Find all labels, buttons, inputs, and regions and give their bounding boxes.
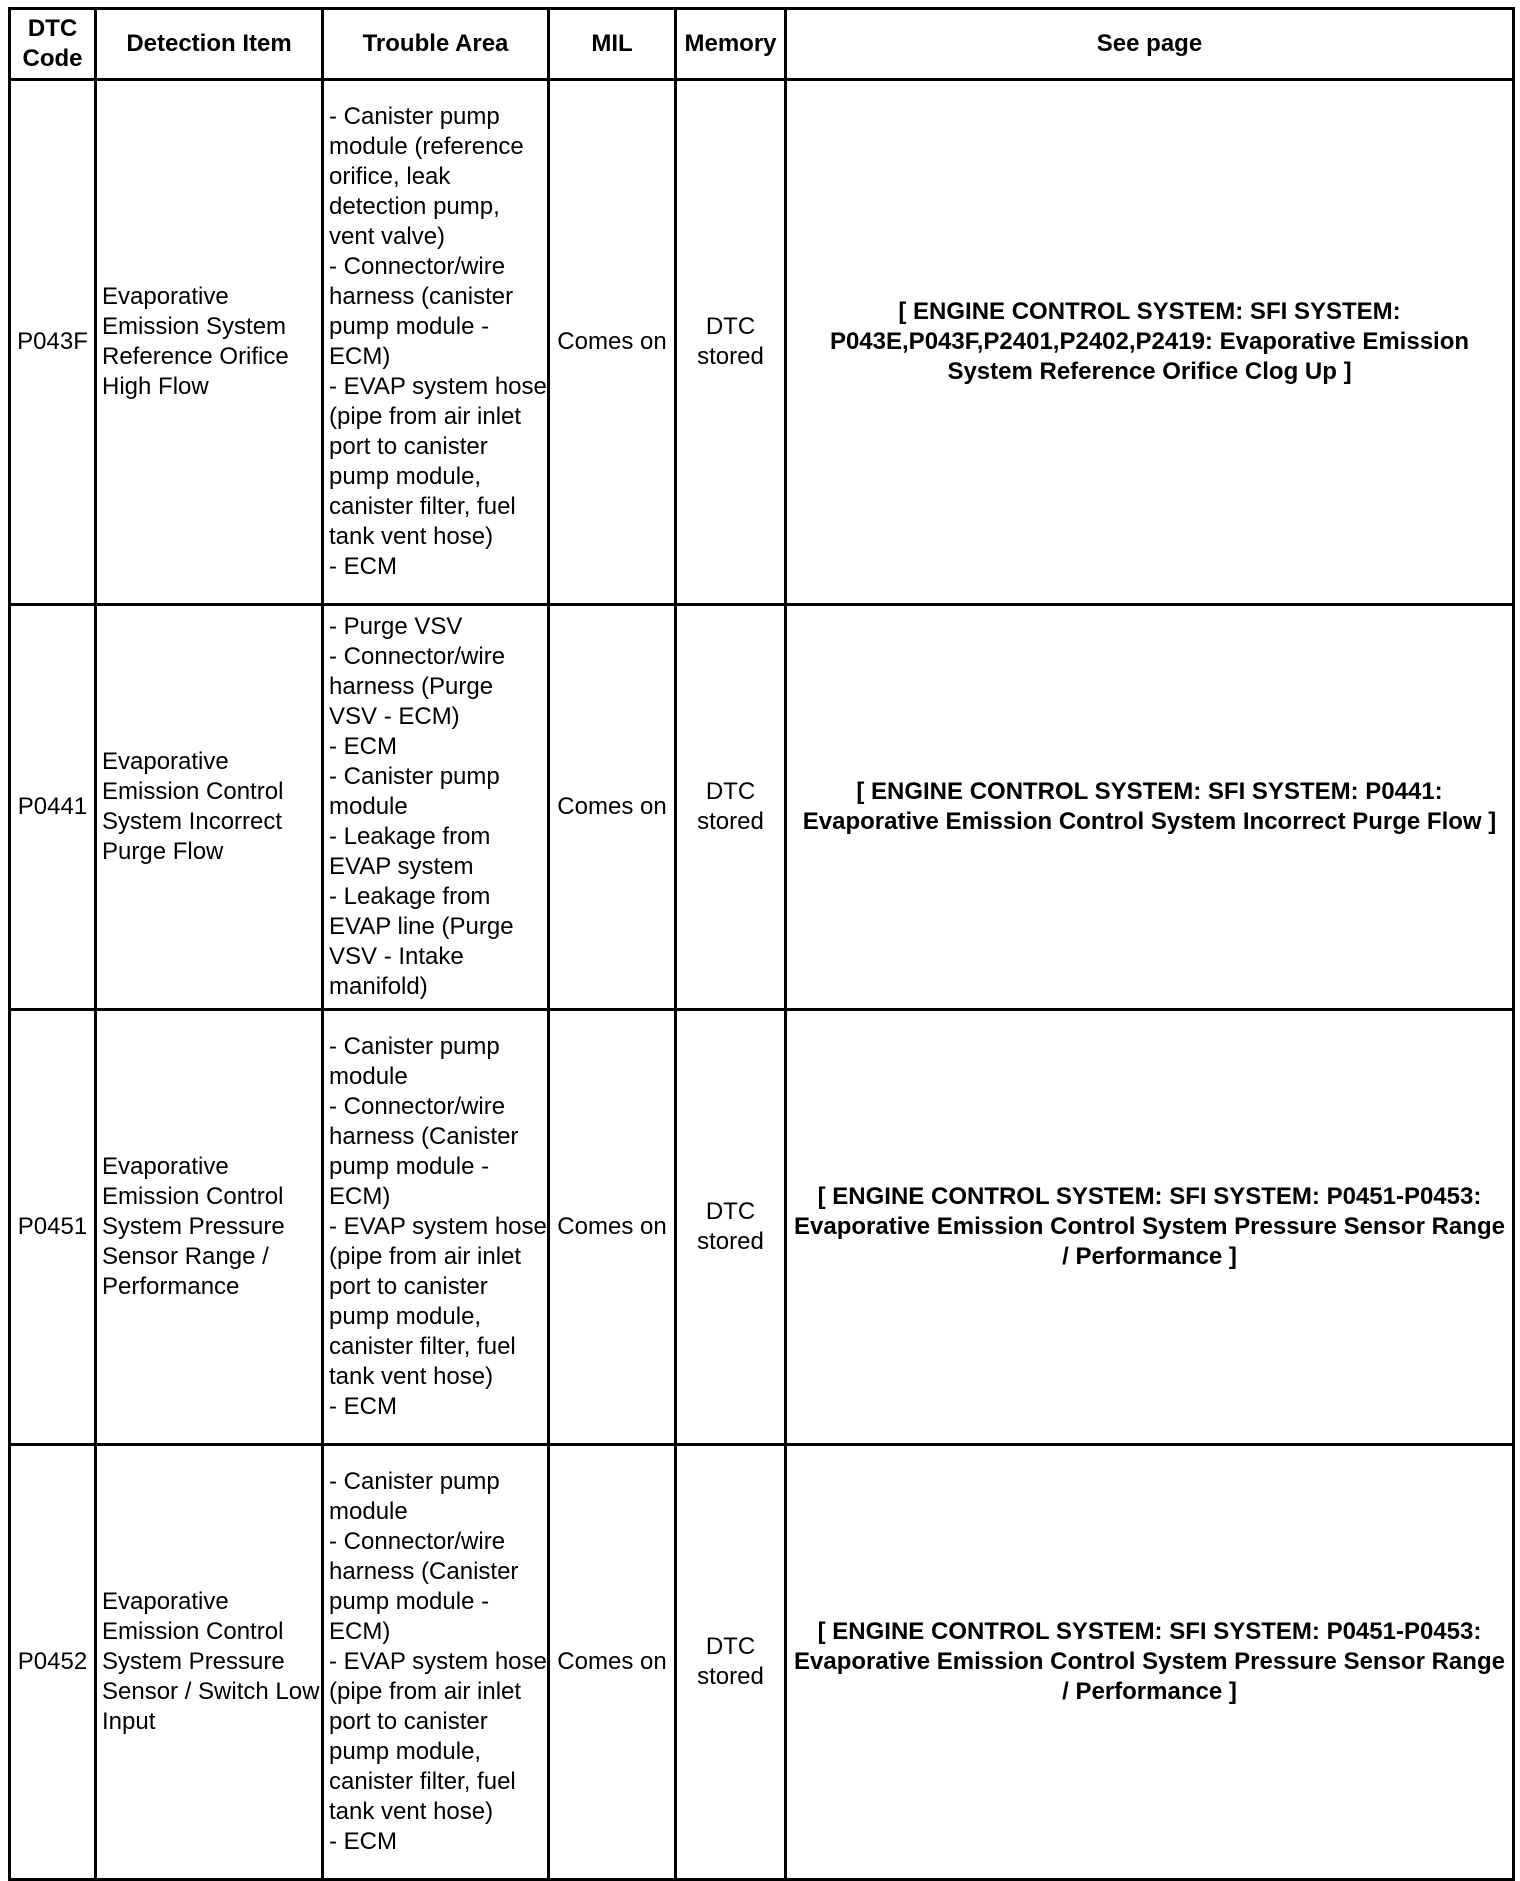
trouble-area-line: - EVAP system hose (pipe from air inlet port to canister pump module, canister filter, fuel tank vent hose) (329, 373, 547, 550)
trouble-area-line: - Connector/wire harness (Purge VSV - ECM) (329, 643, 506, 730)
trouble-area-line: - ECM (329, 553, 397, 580)
trouble-area-cell (323, 1445, 549, 1880)
mil-cell: Comes on (549, 1445, 676, 1880)
detection-item-cell: Evaporative Emission Control System Pressure Sensor Range / Performance (96, 1010, 323, 1445)
memory-cell: DTC stored (676, 80, 786, 605)
header-trouble-area: Trouble Area (323, 9, 549, 80)
trouble-area-line: - Connector/wire harness (canister pump module - ECM) (329, 253, 514, 370)
detection-item-cell: Evaporative Emission Control System Incorrect Purge Flow (96, 605, 323, 1010)
trouble-area-line: - Canister pump module (reference orifice, leak detection pump, vent valve) (329, 103, 524, 250)
trouble-area-line: - ECM (329, 1828, 397, 1855)
trouble-area-cell (323, 1010, 549, 1445)
mil-cell: Comes on (549, 605, 676, 1010)
trouble-area-line: - Leakage from EVAP system (329, 823, 491, 880)
trouble-area-line: - Connector/wire harness (Canister pump module - ECM) (329, 1528, 519, 1645)
trouble-area-line: - Canister pump module (329, 763, 500, 820)
trouble-area-line: - Connector/wire harness (Canister pump module - ECM) (329, 1093, 519, 1210)
header-see-page: See page (786, 9, 1514, 80)
memory-cell: DTC stored (676, 605, 786, 1010)
trouble-area-line: - Canister pump module (329, 1033, 500, 1090)
mil-cell: Comes on (549, 80, 676, 605)
see-page-link[interactable]: [ ENGINE CONTROL SYSTEM: SFI SYSTEM: P0451-P0453: Evaporative Emission Control System Pressure Sensor Range / Performance ] (786, 1445, 1514, 1880)
detection-item-cell: Evaporative Emission System Reference Orifice High Flow (96, 80, 323, 605)
detection-item-cell: Evaporative Emission Control System Pressure Sensor / Switch Low Input (96, 1445, 323, 1880)
table-row (10, 605, 1514, 1010)
see-page-link[interactable]: [ ENGINE CONTROL SYSTEM: SFI SYSTEM: P0441: Evaporative Emission Control System Incorrect Purge Flow ] (786, 605, 1514, 1010)
dtc-code-cell: P0451 (10, 1010, 96, 1445)
trouble-area-cell (323, 80, 549, 605)
header-detection-item: Detection Item (96, 9, 323, 80)
see-page-link[interactable]: [ ENGINE CONTROL SYSTEM: SFI SYSTEM: P043E,P043F,P2401,P2402,P2419: Evaporative Emission System Reference Orifice Clog Up ] (786, 80, 1514, 605)
trouble-area-line: - Leakage from EVAP line (Purge VSV - Intake manifold) (329, 883, 514, 1000)
header-dtc-code: DTC Code (10, 9, 96, 80)
header-memory: Memory (676, 9, 786, 80)
table-header-row (10, 9, 1514, 80)
table-row (10, 1010, 1514, 1445)
see-page-link[interactable]: [ ENGINE CONTROL SYSTEM: SFI SYSTEM: P0451-P0453: Evaporative Emission Control System Pressure Sensor Range / Performance ] (786, 1010, 1514, 1445)
memory-cell: DTC stored (676, 1010, 786, 1445)
mil-cell: Comes on (549, 1010, 676, 1445)
trouble-area-line: - Canister pump module (329, 1468, 500, 1525)
memory-cell: DTC stored (676, 1445, 786, 1880)
trouble-area-line: - EVAP system hose (pipe from air inlet port to canister pump module, canister filter, fuel tank vent hose) (329, 1648, 547, 1825)
trouble-area-line: - Purge VSV (329, 613, 463, 640)
table-row (10, 1445, 1514, 1880)
dtc-code-cell: P0452 (10, 1445, 96, 1880)
dtc-code-cell: P043F (10, 80, 96, 605)
trouble-area-cell (323, 605, 549, 1010)
dtc-code-cell: P0441 (10, 605, 96, 1010)
trouble-area-line: - ECM (329, 1393, 397, 1420)
trouble-area-line: - ECM (329, 733, 397, 760)
table-row (10, 80, 1514, 605)
header-mil: MIL (549, 9, 676, 80)
trouble-area-line: - EVAP system hose (pipe from air inlet port to canister pump module, canister filter, fuel tank vent hose) (329, 1213, 547, 1390)
dtc-table (8, 7, 1515, 1881)
